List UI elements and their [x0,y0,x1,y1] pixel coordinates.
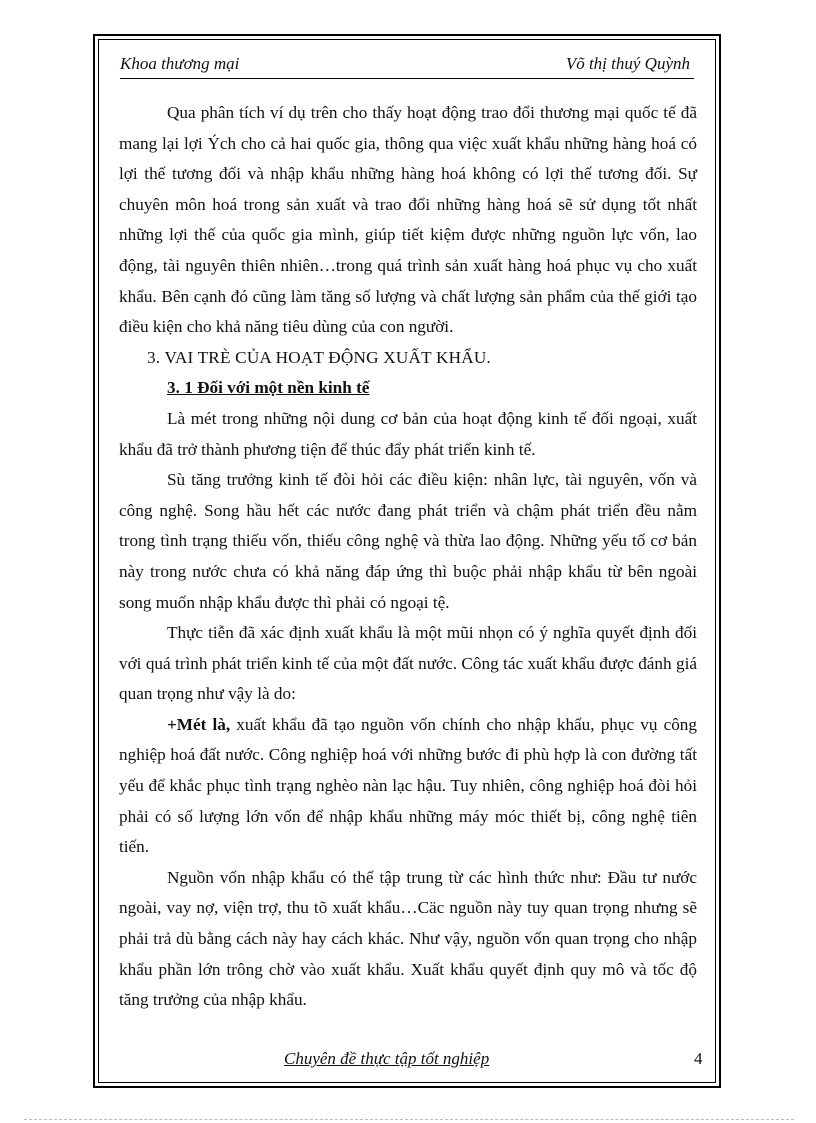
header-author: Võ thị thuý Quỳnh [565,54,690,73]
paragraph-3: Sù tăng trưởng kinh tế đòi hỏi các điều kiện: nhân lực, tài nguyên, vốn và công nghệ. Song hầu hết các nước đang phát triển và chậm phát triển đều nằm trong tình trạng thiếu vốn, thiếu công nghệ và thừa lao động. Những yếu tố cơ bản này trong nước chưa có khả năng đáp ứng thì buộc phải nhập khẩu từ bên ngoài song muốn nhập khẩu được thì phải có ngoại tệ. [119,470,697,612]
paragraph-1: Qua phân tích ví dụ trên cho thấy hoạt động trao đổi thương mại quốc tế đã mang lại lợi Ých cho cả hai quốc gia, thông qua việc xuất khẩu những hàng hoá có lợi thế tương đối và nhập khẩu những hàng hoá không có lợi thế tương đối. Sự chuyên môn hoá trong sản xuất và trao đổi những hàng hoá sẽ sử dụng tốt nhất những lợi thế của quốc gia mình, giúp tiết kiệm được những nguồn lực vốn, lao động, tài nguyên thiên nhiên…trong quá trình sản xuất hàng hoá phục vụ cho xuất khẩu. Bên cạnh đó cũng làm tăng số lượng và chất lượng sản phẩm của thế giới tạo điều kiện cho khả năng tiêu dùng của con người. [119,103,697,337]
paragraph-2: Là mét trong những nội dung cơ bản của hoạt động kinh tế đối ngoại, xuất khẩu đã trở thành phương tiện để thúc đẩy phát triển kinh tế. [119,408,697,459]
footer-title: Chuyên đề thực tập tốt nghiệp [284,1049,490,1068]
page-number: 4 [694,1049,703,1068]
page-break-line [24,1119,794,1120]
paragraph-6: Nguồn vốn nhập khẩu có thể tập trung từ các hình thức như: Đầu tư nước ngoài, vay nợ, viện trợ, thu tõ xuất khẩu…Cäc nguồn này tuy quan trọng nhưng sẽ phải trả dù bằng cách này hay cách khác. Như vậy, nguồn vốn quan trọng cho nhập khẩu phần lớn trông chờ vào xuất khẩu. Xuất khẩu quyết định quy mô và tốc độ tăng trưởng của nhập khẩu. [119,867,697,1010]
document-body [119,98,697,1016]
paragraph-5-text: xuất khẩu đã tạo nguồn vốn chính cho nhập khẩu, phục vụ công nghiệp hoá đất nước. Công nghiệp hoá với những bước đi phù hợp là con đường tất yếu để khắc phục tình trạng nghèo nàn lạc hậu. Tuy nhiên, công nghiệp hoá đòi hỏi phải có số lượng lớn vốn để nhập khẩu những máy móc thiết bị, công nghệ tiên tiến. [119,714,697,857]
paragraph-5-lead: +Mét là, [167,714,231,734]
subsection-heading-3-1: 3. 1 Đối với một nền kinh tế [167,378,370,398]
paragraph-4: Thực tiễn đã xác định xuất khẩu là một mũi nhọn có ý nghĩa quyết định đối với quá trình phát triển kinh tế của một đất nước. Công tác xuất khẩu được đánh giá quan trọng như vậy là do: [119,623,697,704]
paragraph-5 [119,710,697,863]
page-header [120,52,694,79]
header-department: Khoa thương mại [120,54,240,73]
section-heading-3: 3. VAI TRÈ CỦA HOẠT ĐỘNG XUẤT KHẨU. [147,347,491,367]
